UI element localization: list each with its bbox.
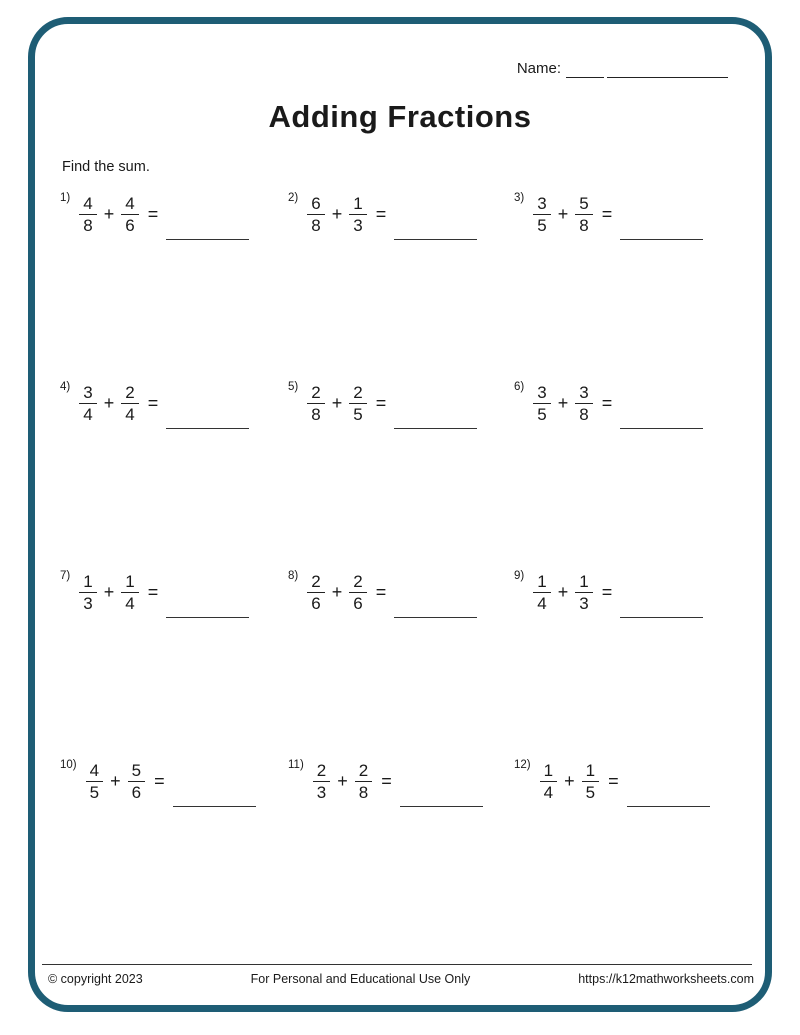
problem-expression xyxy=(307,380,386,424)
denominator: 5 xyxy=(353,405,363,425)
problem-10 xyxy=(60,758,288,947)
denominator: 6 xyxy=(125,216,135,236)
footer-usage-note: For Personal and Educational Use Only xyxy=(250,972,471,986)
equals-sign: = xyxy=(154,771,165,792)
problem-8 xyxy=(288,569,514,758)
numerator: 2 xyxy=(121,383,138,404)
denominator: 3 xyxy=(83,594,93,614)
answer-blank xyxy=(394,191,477,240)
fraction-1 xyxy=(540,761,557,802)
numerator: 2 xyxy=(349,383,366,404)
fraction-1 xyxy=(533,383,550,424)
numerator: 5 xyxy=(128,761,145,782)
numerator: 2 xyxy=(355,761,372,782)
problem-number: 9) xyxy=(514,570,525,582)
problem-expression xyxy=(533,191,612,235)
denominator: 8 xyxy=(83,216,93,236)
fraction-2 xyxy=(582,761,599,802)
problem-expression xyxy=(533,380,612,424)
problem-number: 8) xyxy=(288,570,299,582)
answer-blank xyxy=(620,191,703,240)
denominator: 4 xyxy=(125,594,135,614)
denominator: 3 xyxy=(353,216,363,236)
denominator: 4 xyxy=(125,405,135,425)
equals-sign: = xyxy=(147,582,159,603)
plus-sign: + xyxy=(331,582,343,603)
fraction-1 xyxy=(79,383,96,424)
denominator: 4 xyxy=(83,405,93,425)
denominator: 6 xyxy=(353,594,363,614)
plus-sign: + xyxy=(103,393,115,414)
plus-sign: + xyxy=(557,204,569,225)
name-label: Name: xyxy=(516,60,561,77)
equals-sign: = xyxy=(375,582,387,603)
numerator: 1 xyxy=(540,761,557,782)
fraction-2 xyxy=(355,761,372,802)
numerator: 1 xyxy=(575,572,592,593)
denominator: 8 xyxy=(311,216,321,236)
fraction-2 xyxy=(575,383,592,424)
footer-url: https://k12mathworksheets.com xyxy=(578,972,754,986)
problem-number: 1) xyxy=(60,192,71,204)
answer-blank xyxy=(620,569,703,618)
numerator: 2 xyxy=(307,383,324,404)
problem-9 xyxy=(514,569,764,758)
fraction-2 xyxy=(349,194,366,235)
denominator: 4 xyxy=(543,783,554,803)
numerator: 6 xyxy=(307,194,324,215)
numerator: 2 xyxy=(313,761,330,782)
problem-12 xyxy=(514,758,764,947)
plus-sign: + xyxy=(337,771,348,792)
fraction-2 xyxy=(121,572,138,613)
numerator: 4 xyxy=(86,761,103,782)
equals-sign: = xyxy=(601,204,613,225)
denominator: 5 xyxy=(585,783,596,803)
denominator: 6 xyxy=(311,594,321,614)
fraction-1 xyxy=(313,761,330,802)
denominator: 4 xyxy=(537,594,547,614)
answer-blank xyxy=(627,758,710,807)
fraction-2 xyxy=(349,572,366,613)
equals-sign: = xyxy=(147,393,159,414)
answer-blank xyxy=(166,191,249,240)
answer-blank xyxy=(394,569,477,618)
problem-expression xyxy=(307,191,386,235)
problem-1 xyxy=(60,191,288,380)
fraction-1 xyxy=(307,194,324,235)
plus-sign: + xyxy=(557,393,569,414)
plus-sign: + xyxy=(103,204,115,225)
denominator: 3 xyxy=(316,783,327,803)
answer-blank xyxy=(620,380,703,429)
fraction-1 xyxy=(307,572,324,613)
plus-sign: + xyxy=(103,582,115,603)
fraction-2 xyxy=(575,194,592,235)
problem-4 xyxy=(60,380,288,569)
footer-copyright: © copyright 2023 xyxy=(48,972,143,986)
page-title: Adding Fractions xyxy=(268,99,532,134)
fraction-1 xyxy=(307,383,324,424)
fraction-1 xyxy=(79,194,96,235)
name-blank-line xyxy=(566,61,604,78)
numerator: 3 xyxy=(533,194,550,215)
numerator: 1 xyxy=(79,572,96,593)
equals-sign: = xyxy=(608,771,619,792)
problem-number: 7) xyxy=(60,570,71,582)
problem-number: 4) xyxy=(60,381,71,393)
denominator: 5 xyxy=(537,405,547,425)
numerator: 1 xyxy=(582,761,599,782)
name-block xyxy=(517,60,728,78)
problem-number: 6) xyxy=(514,381,525,393)
problem-3 xyxy=(514,191,764,380)
problem-number: 11) xyxy=(288,759,304,771)
plus-sign: + xyxy=(331,204,343,225)
plus-sign: + xyxy=(110,771,121,792)
numerator: 1 xyxy=(533,572,550,593)
answer-blank xyxy=(166,569,249,618)
name-blank-line xyxy=(607,61,728,78)
answer-blank xyxy=(394,380,477,429)
numerator: 1 xyxy=(349,194,366,215)
plus-sign: + xyxy=(564,771,575,792)
denominator: 6 xyxy=(131,783,142,803)
fraction-2 xyxy=(128,761,145,802)
problem-7 xyxy=(60,569,288,758)
fraction-2 xyxy=(575,572,592,613)
plus-sign: + xyxy=(557,582,569,603)
numerator: 2 xyxy=(307,572,324,593)
fraction-2 xyxy=(121,383,138,424)
plus-sign: + xyxy=(331,393,343,414)
numerator: 4 xyxy=(121,194,138,215)
numerator: 3 xyxy=(533,383,550,404)
numerator: 1 xyxy=(121,572,138,593)
denominator: 8 xyxy=(579,405,589,425)
equals-sign: = xyxy=(381,771,392,792)
problem-expression xyxy=(79,380,158,424)
fraction-1 xyxy=(86,761,103,802)
problem-number: 12) xyxy=(514,759,531,771)
problem-2 xyxy=(288,191,514,380)
problem-number: 2) xyxy=(288,192,299,204)
problem-expression xyxy=(86,758,165,802)
footer-divider xyxy=(42,964,752,965)
problem-11 xyxy=(288,758,514,947)
equals-sign: = xyxy=(375,393,387,414)
problem-5 xyxy=(288,380,514,569)
problem-expression xyxy=(313,758,392,802)
problem-number: 10) xyxy=(60,759,77,771)
equals-sign: = xyxy=(375,204,387,225)
denominator: 8 xyxy=(579,216,589,236)
equals-sign: = xyxy=(147,204,159,225)
numerator: 3 xyxy=(575,383,592,404)
fraction-2 xyxy=(349,383,366,424)
answer-blank xyxy=(166,380,249,429)
numerator: 2 xyxy=(349,572,366,593)
numerator: 5 xyxy=(575,194,592,215)
fraction-2 xyxy=(121,194,138,235)
fraction-1 xyxy=(533,572,550,613)
denominator: 3 xyxy=(579,594,589,614)
equals-sign: = xyxy=(601,393,613,414)
answer-blank xyxy=(173,758,256,807)
equals-sign: = xyxy=(601,582,613,603)
problem-expression xyxy=(79,191,158,235)
numerator: 4 xyxy=(79,194,96,215)
footer xyxy=(48,972,754,986)
fraction-1 xyxy=(533,194,550,235)
fraction-1 xyxy=(79,572,96,613)
denominator: 8 xyxy=(358,783,369,803)
denominator: 5 xyxy=(537,216,547,236)
problems-grid xyxy=(60,191,764,947)
numerator: 3 xyxy=(79,383,96,404)
problem-expression xyxy=(79,569,158,613)
answer-blank xyxy=(400,758,483,807)
problem-expression xyxy=(307,569,386,613)
problem-6 xyxy=(514,380,764,569)
problem-number: 3) xyxy=(514,192,525,204)
problem-number: 5) xyxy=(288,381,299,393)
denominator: 8 xyxy=(311,405,321,425)
problem-expression xyxy=(533,569,612,613)
denominator: 5 xyxy=(89,783,100,803)
instructions-text: Find the sum. xyxy=(62,159,150,175)
problem-expression xyxy=(540,758,619,802)
